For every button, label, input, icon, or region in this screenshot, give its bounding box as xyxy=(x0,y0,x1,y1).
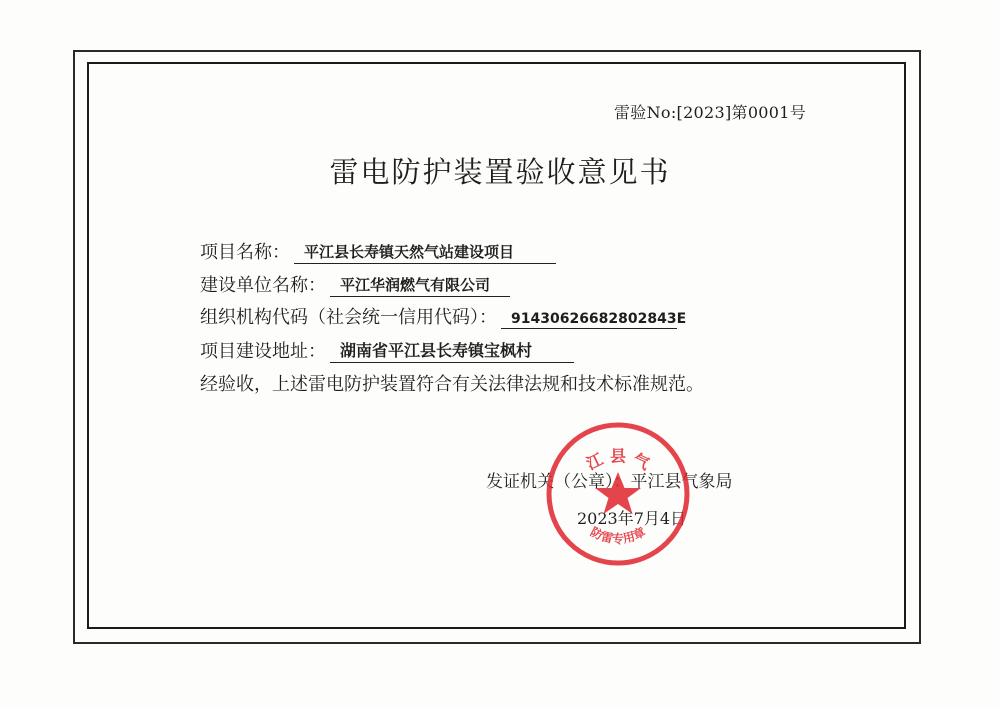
seal-top-text: 江 县 气 xyxy=(583,446,653,474)
address-label: 项目建设地址： xyxy=(200,341,326,362)
address-row xyxy=(200,337,574,363)
project-name-value: 平江县长寿镇天然气站建设项目 xyxy=(294,241,556,264)
issuer-label: 发证机关（公章）： xyxy=(486,472,631,492)
document-title: 雷电防护装置验收意见书 xyxy=(329,155,671,189)
seal-bottom-text: 防雷专用章 xyxy=(588,524,648,546)
issuer-name: 平江县气象局 xyxy=(630,472,733,492)
org-code-label: 组织机构代码（社会统一信用代码）： xyxy=(200,307,497,328)
construction-unit-value: 平江华润燃气有限公司 xyxy=(330,274,510,297)
official-seal-icon xyxy=(544,420,692,568)
project-name-label: 项目名称： xyxy=(200,242,290,263)
org-code-row xyxy=(200,303,687,329)
svg-text:防雷专用章 xyxy=(588,524,648,546)
acceptance-statement: 经验收，上述雷电防护装置符合有关法律法规和技术标准规范。 xyxy=(200,374,704,395)
org-code-value: 91430626682802843E xyxy=(501,311,677,329)
construction-unit-row xyxy=(200,271,510,297)
document-number: 雷验No:[2023]第0001号 xyxy=(614,103,807,122)
project-name-row xyxy=(200,238,556,264)
svg-text:江 县 气 xyxy=(582,447,653,474)
construction-unit-label: 建设单位名称： xyxy=(200,275,326,296)
address-value: 湖南省平江县长寿镇宝枫村 xyxy=(330,338,574,363)
issue-date: 2023年7月4日 xyxy=(577,509,687,528)
seal-star-icon xyxy=(595,472,641,514)
